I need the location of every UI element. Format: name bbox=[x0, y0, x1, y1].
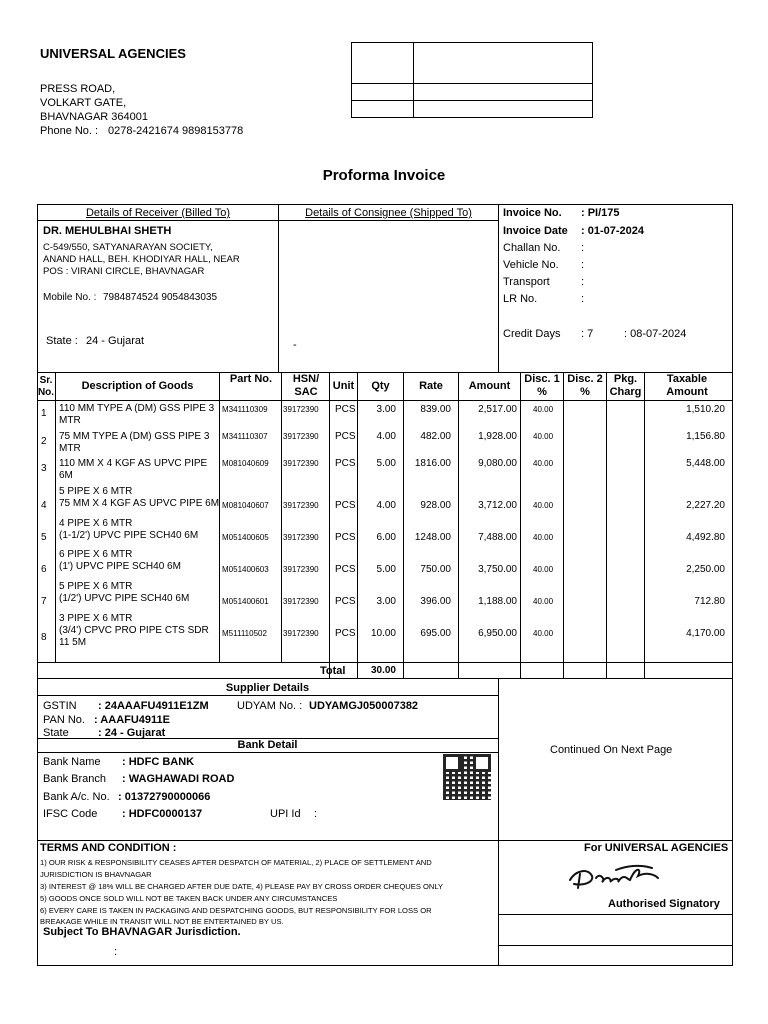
row-2-amount: 1,928.00 bbox=[478, 431, 517, 442]
row-7-amount: 1,188.00 bbox=[478, 596, 517, 607]
row-6-hsn: 39172390 bbox=[283, 565, 319, 574]
col-header-taxable: Taxable Amount bbox=[666, 373, 708, 398]
footer-colon: : bbox=[114, 946, 118, 958]
invoice-no: : PI/175 bbox=[581, 207, 620, 219]
row-6-rate: 750.00 bbox=[420, 564, 451, 575]
lr-value: : bbox=[581, 293, 585, 305]
bank-name-label: Bank Name bbox=[43, 756, 101, 768]
transport-label: Transport bbox=[503, 276, 550, 288]
receiver-mobile-label: Mobile No. : bbox=[43, 292, 97, 303]
invoice-date-label: Invoice Date bbox=[503, 225, 568, 237]
row-5-hsn: 39172390 bbox=[283, 533, 319, 542]
row-7-taxable: 712.80 bbox=[694, 596, 725, 607]
row-4-amount: 3,712.00 bbox=[478, 500, 517, 511]
row-5-part: M051400605 bbox=[222, 533, 269, 542]
row-3-taxable: 5,448.00 bbox=[686, 458, 725, 469]
seller-name: UNIVERSAL AGENCIES bbox=[40, 46, 186, 61]
bank-account: : 01372790000066 bbox=[118, 791, 211, 803]
row-7-part: M051400601 bbox=[222, 597, 269, 606]
row-3-part: M081040609 bbox=[222, 459, 269, 468]
supplier-state: : 24 - Gujarat bbox=[98, 727, 166, 739]
upi-label: UPI Id bbox=[270, 808, 301, 820]
row-8-part: M511110502 bbox=[222, 629, 267, 638]
row-5-amount: 7,488.00 bbox=[478, 532, 517, 543]
row-7-qty: 3.00 bbox=[376, 596, 396, 607]
terms-line-4: 5) GOODS ONCE SOLD WILL NOT BE TAKEN BACK UNDER ANY CIRCUMSTANCES bbox=[40, 894, 338, 903]
consignee-state: - bbox=[293, 339, 297, 351]
row-5-taxable: 4,492.80 bbox=[686, 532, 725, 543]
receiver-address-1: C-549/550, SATYANARAYAN SOCIETY, bbox=[43, 242, 213, 253]
row-2-taxable: 1,156.80 bbox=[686, 431, 725, 442]
bank-name: : HDFC BANK bbox=[122, 756, 195, 768]
row-4-part: M081040607 bbox=[222, 501, 269, 510]
authorised-signatory: Authorised Signatory bbox=[608, 898, 720, 910]
udyam-label: UDYAM No. : bbox=[237, 700, 303, 712]
ifsc-value: : HDFC0000137 bbox=[122, 808, 203, 820]
row-4-hsn: 39172390 bbox=[283, 501, 319, 510]
row-8-taxable: 4,170.00 bbox=[686, 628, 725, 639]
row-7-desc: 5 PIPE X 6 MTR (1/2') UPVC PIPE SCH40 6M bbox=[59, 581, 190, 604]
bank-branch: : WAGHAWADI ROAD bbox=[122, 773, 235, 785]
col-header-qty: Qty bbox=[371, 380, 390, 392]
transport-value: : bbox=[581, 276, 585, 288]
row-1-amount: 2,517.00 bbox=[478, 404, 517, 415]
row-5-disc1: 40.00 bbox=[533, 533, 554, 542]
row-3-sr: 3 bbox=[41, 463, 47, 474]
row-8-unit: PCS bbox=[335, 628, 356, 639]
challan-label: Challan No. bbox=[503, 242, 561, 254]
terms-heading: TERMS AND CONDITION : bbox=[40, 842, 177, 854]
col-header-pkg: Pkg. Charg bbox=[609, 373, 642, 398]
receiver-state: 24 - Gujarat bbox=[86, 335, 145, 347]
row-8-hsn: 39172390 bbox=[283, 629, 319, 638]
row-4-rate: 928.00 bbox=[420, 500, 451, 511]
row-2-part: M341110307 bbox=[222, 432, 268, 441]
invoice-no-label: Invoice No. bbox=[503, 207, 562, 219]
pan-value: : AAAFU4911E bbox=[94, 714, 171, 726]
row-6-disc1: 40.00 bbox=[533, 565, 554, 574]
for-company-label: For UNIVERSAL AGENCIES bbox=[584, 842, 729, 854]
col-header-part: Part No. bbox=[229, 373, 273, 385]
row-2-unit: PCS bbox=[335, 431, 356, 442]
receiver-state-label: State : bbox=[46, 335, 78, 347]
terms-line-5: 6) EVERY CARE IS TAKEN IN PACKAGING AND DESPATCHING GOODS, BUT RESPONSIBILITY FOR LOSS OR bbox=[40, 906, 432, 915]
seller-phone-label: Phone No. : bbox=[40, 125, 99, 137]
row-4-sr: 4 bbox=[41, 500, 47, 511]
col-header-unit: Unit bbox=[332, 380, 355, 392]
row-2-qty: 4.00 bbox=[376, 431, 396, 442]
row-8-qty: 10.00 bbox=[370, 628, 396, 639]
terms-line-3: 3) INTEREST @ 18% WILL BE CHARGED AFTER DUE DATE, 4) PLEASE PAY BY CROSS ORDER CHEQUES ONLY bbox=[40, 882, 444, 891]
col-header-desc: Description of Goods bbox=[81, 380, 194, 392]
bank-branch-label: Bank Branch bbox=[43, 773, 106, 785]
lr-label: LR No. bbox=[503, 293, 538, 305]
row-5-unit: PCS bbox=[335, 532, 356, 543]
row-1-hsn: 39172390 bbox=[283, 405, 319, 414]
row-5-desc: 4 PIPE X 6 MTR (1-1/2') UPVC PIPE SCH40 6M bbox=[59, 518, 199, 541]
row-4-taxable: 2,227.20 bbox=[686, 500, 725, 511]
row-2-disc1: 40.00 bbox=[533, 432, 554, 441]
row-8-rate: 695.00 bbox=[420, 628, 451, 639]
vehicle-value: : bbox=[581, 259, 585, 271]
supplier-state-label: State bbox=[43, 727, 69, 739]
row-1-part: M341110309 bbox=[222, 405, 268, 414]
row-3-qty: 5.00 bbox=[376, 458, 396, 469]
row-5-rate: 1248.00 bbox=[414, 532, 451, 543]
jurisdiction-note: Subject To BHAVNAGAR Jurisdiction. bbox=[43, 926, 241, 938]
seller-phone: 0278-2421674 9898153778 bbox=[108, 125, 244, 137]
row-3-amount: 9,080.00 bbox=[478, 458, 517, 469]
row-6-unit: PCS bbox=[335, 564, 356, 575]
row-6-amount: 3,750.00 bbox=[478, 564, 517, 575]
receiver-mobile: 7984874524 9054843035 bbox=[103, 292, 218, 303]
gstin-label: GSTIN bbox=[43, 700, 77, 712]
receiver-address-2: ANAND HALL, BEH. KHODIYAR HALL, NEAR bbox=[43, 254, 240, 265]
total-qty: 30.00 bbox=[370, 665, 396, 676]
row-7-sr: 7 bbox=[41, 596, 47, 607]
row-5-qty: 6.00 bbox=[376, 532, 396, 543]
consignee-heading: Details of Consignee (Shipped To) bbox=[305, 207, 472, 219]
signature-icon bbox=[566, 858, 676, 894]
row-6-qty: 5.00 bbox=[376, 564, 396, 575]
row-7-unit: PCS bbox=[335, 596, 356, 607]
row-2-hsn: 39172390 bbox=[283, 432, 319, 441]
row-8-amount: 6,950.00 bbox=[478, 628, 517, 639]
row-8-desc: 3 PIPE X 6 MTR (3/4') CPVC PRO PIPE CTS SDR 11 5M bbox=[59, 613, 209, 648]
row-7-hsn: 39172390 bbox=[283, 597, 319, 606]
bank-account-label: Bank A/c. No. bbox=[43, 791, 110, 803]
row-4-desc: 5 PIPE X 6 MTR 75 MM X 4 KGF AS UPVC PIPE 6M bbox=[59, 486, 220, 509]
receiver-name: DR. MEHULBHAI SHETH bbox=[43, 225, 172, 237]
row-7-disc1: 40.00 bbox=[533, 597, 554, 606]
credit-days-label: Credit Days bbox=[503, 328, 561, 340]
top-right-box bbox=[351, 42, 593, 118]
bank-heading: Bank Detail bbox=[237, 739, 298, 751]
row-1-unit: PCS bbox=[335, 404, 356, 415]
row-3-desc: 110 MM X 4 KGF AS UPVC PIPE 6M bbox=[59, 458, 208, 481]
row-2-desc: 75 MM TYPE A (DM) GSS PIPE 3 MTR bbox=[59, 431, 210, 454]
pan-label: PAN No. bbox=[43, 714, 85, 726]
total-label: Total bbox=[320, 665, 346, 677]
continued-note: Continued On Next Page bbox=[550, 744, 673, 756]
row-4-disc1: 40.00 bbox=[533, 501, 554, 510]
row-3-rate: 1816.00 bbox=[414, 458, 451, 469]
row-1-desc: 110 MM TYPE A (DM) GSS PIPE 3 MTR bbox=[59, 403, 215, 426]
seller-address-3: BHAVNAGAR 364001 bbox=[40, 111, 149, 123]
terms-line-6: BREAKAGE WHILE IN TRANSIT WILL NOT BE ENTERTAINED BY US. bbox=[40, 917, 284, 926]
receiver-address-3: POS : VIRANI CIRCLE, BHAVNAGAR bbox=[43, 266, 205, 277]
row-3-disc1: 40.00 bbox=[533, 459, 554, 468]
receiver-heading: Details of Receiver (Billed To) bbox=[85, 207, 231, 219]
row-3-unit: PCS bbox=[335, 458, 356, 469]
due-date: : 08-07-2024 bbox=[624, 328, 687, 340]
gstin-value: : 24AAAFU4911E1ZM bbox=[98, 700, 209, 712]
row-2-rate: 482.00 bbox=[420, 431, 451, 442]
row-1-qty: 3.00 bbox=[376, 404, 396, 415]
row-8-disc1: 40.00 bbox=[533, 629, 554, 638]
challan-value: : bbox=[581, 242, 585, 254]
col-header-sr: Sr. No. bbox=[37, 375, 55, 398]
seller-address-1: PRESS ROAD, bbox=[40, 83, 116, 95]
seller-address-2: VOLKART GATE, bbox=[40, 97, 127, 109]
row-1-rate: 839.00 bbox=[420, 404, 451, 415]
row-6-part: M051400603 bbox=[222, 565, 269, 574]
ifsc-label: IFSC Code bbox=[43, 808, 98, 820]
page-title: Proforma Invoice bbox=[322, 167, 446, 184]
credit-days: : 7 bbox=[581, 328, 594, 340]
row-7-rate: 396.00 bbox=[420, 596, 451, 607]
row-5-sr: 5 bbox=[41, 532, 47, 543]
col-header-disc2: Disc. 2 % bbox=[567, 373, 603, 398]
udyam-value: UDYAMGJ050007382 bbox=[309, 700, 419, 712]
row-1-taxable: 1,510.20 bbox=[686, 404, 725, 415]
invoice-date: : 01-07-2024 bbox=[581, 225, 644, 237]
col-header-rate: Rate bbox=[419, 380, 443, 392]
row-4-unit: PCS bbox=[335, 500, 356, 511]
col-header-amount: Amount bbox=[468, 380, 511, 392]
qr-code-icon bbox=[443, 754, 491, 800]
terms-line-2: JURISDICTION IS BHAVNAGAR bbox=[40, 870, 152, 879]
col-header-hsn: HSN/ SAC bbox=[292, 373, 320, 398]
terms-line-1: 1) OUR RISK & RESPONSIBILITY CEASES AFTER DESPATCH OF MATERIAL, 2) PLACE OF SETTLEMENT AND bbox=[40, 858, 432, 867]
col-header-disc1: Disc. 1 % bbox=[524, 373, 560, 398]
row-2-sr: 2 bbox=[41, 436, 47, 447]
supplier-heading: Supplier Details bbox=[225, 682, 310, 694]
vehicle-label: Vehicle No. bbox=[503, 259, 559, 271]
row-8-sr: 8 bbox=[41, 632, 47, 643]
row-3-hsn: 39172390 bbox=[283, 459, 319, 468]
row-6-taxable: 2,250.00 bbox=[686, 564, 725, 575]
row-4-qty: 4.00 bbox=[376, 500, 396, 511]
row-6-desc: 6 PIPE X 6 MTR (1') UPVC PIPE SCH40 6M bbox=[59, 549, 181, 572]
row-6-sr: 6 bbox=[41, 564, 47, 575]
row-1-disc1: 40.00 bbox=[533, 405, 554, 414]
row-1-sr: 1 bbox=[41, 408, 47, 419]
upi-value: : bbox=[314, 808, 318, 820]
